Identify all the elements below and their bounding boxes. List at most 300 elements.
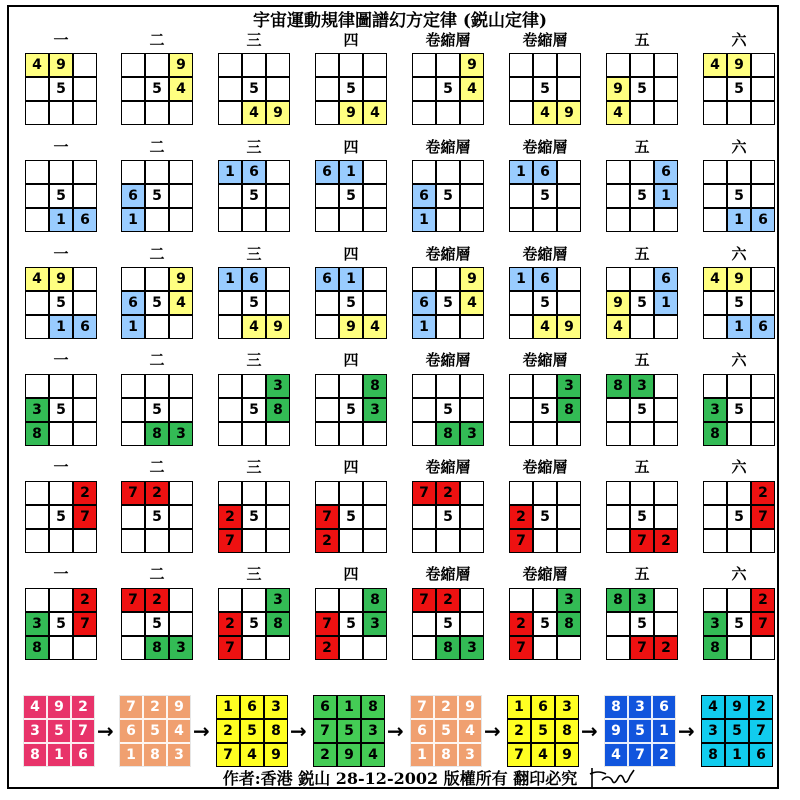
magic-square-cell: 2	[313, 743, 337, 767]
grid-cell: 7	[73, 612, 97, 636]
magic-square-cell: 2	[216, 719, 240, 743]
grid-cell	[509, 315, 533, 339]
grid-cell	[218, 374, 242, 398]
grid-cell: 6	[242, 267, 266, 291]
column-label: 五	[634, 565, 650, 583]
grid-cell	[703, 315, 727, 339]
magic-square-cell: 9	[337, 743, 361, 767]
grid-cell	[703, 184, 727, 208]
grid-cell	[533, 588, 557, 612]
magic-square-cell: 9	[725, 695, 749, 719]
grid-cell	[509, 77, 533, 101]
grid-cell	[315, 77, 339, 101]
partial-magic-square	[606, 481, 678, 553]
partial-magic-square	[25, 481, 97, 553]
grid-cell: 7	[218, 529, 242, 553]
grid-cell	[121, 160, 145, 184]
grid-cell	[654, 77, 678, 101]
magic-square-cell: 9	[458, 695, 482, 719]
magic-square-cell: 9	[604, 719, 628, 743]
grid-cell: 5	[145, 77, 169, 101]
grid-cell: 8	[266, 398, 290, 422]
column-label: 卷縮層	[522, 458, 568, 476]
grid-cell	[751, 529, 775, 553]
grid-cell: 3	[703, 612, 727, 636]
partial-magic-square	[606, 588, 678, 660]
partial-magic-square	[121, 160, 193, 232]
grid-cell	[606, 267, 630, 291]
grid-cell	[25, 481, 49, 505]
grid-cell	[49, 529, 73, 553]
grid-cell	[509, 374, 533, 398]
magic-square-cell: 1	[652, 719, 676, 743]
grid-cell	[557, 208, 581, 232]
grid-cell	[557, 481, 581, 505]
grid-cell: 9	[339, 315, 363, 339]
grid-cell: 1	[339, 267, 363, 291]
grid-cell: 5	[49, 612, 73, 636]
grid-cell	[218, 77, 242, 101]
grid-cell	[218, 101, 242, 125]
grid-cell	[460, 398, 484, 422]
magic-square-cell: 5	[628, 719, 652, 743]
grid-cell: 8	[145, 636, 169, 660]
column-label: 一	[53, 31, 69, 49]
grid-cell	[49, 481, 73, 505]
magic-square-cell: 5	[531, 719, 555, 743]
grid-cell	[606, 612, 630, 636]
column-label: 卷縮層	[522, 245, 568, 263]
grid-cell	[218, 481, 242, 505]
grid-cell	[169, 612, 193, 636]
grid-cell	[242, 422, 266, 446]
grid-cell: 6	[654, 160, 678, 184]
grid-cell	[145, 160, 169, 184]
grid-cell: 9	[460, 53, 484, 77]
magic-square-cell: 6	[410, 719, 434, 743]
partial-magic-square	[703, 53, 775, 125]
grid-cell: 8	[25, 422, 49, 446]
grid-cell: 9	[606, 77, 630, 101]
grid-cell: 5	[727, 398, 751, 422]
column-label: 四	[343, 351, 359, 369]
grid-cell	[533, 208, 557, 232]
grid-cell	[315, 291, 339, 315]
grid-cell: 7	[412, 588, 436, 612]
grid-cell: 9	[460, 267, 484, 291]
grid-cell	[557, 529, 581, 553]
grid-cell	[654, 422, 678, 446]
column-label: 五	[634, 351, 650, 369]
column-label: 二	[149, 458, 165, 476]
grid-cell: 5	[630, 184, 654, 208]
grid-cell: 3	[169, 422, 193, 446]
grid-cell	[436, 160, 460, 184]
grid-cell	[654, 315, 678, 339]
grid-cell: 5	[145, 612, 169, 636]
grid-cell	[145, 208, 169, 232]
grid-cell: 5	[242, 505, 266, 529]
grid-cell	[412, 160, 436, 184]
grid-cell	[654, 208, 678, 232]
grid-cell	[533, 53, 557, 77]
grid-cell: 5	[145, 398, 169, 422]
author-signature	[588, 764, 638, 790]
grid-cell: 5	[339, 612, 363, 636]
grid-cell	[654, 398, 678, 422]
grid-cell	[121, 77, 145, 101]
grid-cell	[751, 636, 775, 660]
grid-cell: 3	[363, 612, 387, 636]
grid-cell	[339, 374, 363, 398]
grid-cell	[218, 291, 242, 315]
partial-magic-square	[218, 267, 290, 339]
grid-cell	[73, 529, 97, 553]
column-label: 卷縮層	[522, 138, 568, 156]
column-label: 卷縮層	[425, 458, 471, 476]
grid-cell: 2	[509, 505, 533, 529]
grid-cell: 4	[25, 53, 49, 77]
partial-magic-square	[121, 588, 193, 660]
magic-square-cell: 8	[604, 695, 628, 719]
flow-arrow-icon: →	[193, 719, 210, 743]
grid-cell: 2	[509, 612, 533, 636]
grid-cell	[121, 53, 145, 77]
magic-square-cell: 1	[725, 743, 749, 767]
grid-cell: 7	[73, 505, 97, 529]
grid-cell: 5	[436, 291, 460, 315]
grid-cell	[145, 374, 169, 398]
grid-cell	[412, 53, 436, 77]
grid-cell	[630, 101, 654, 125]
grid-cell	[436, 315, 460, 339]
magic-square	[119, 695, 191, 767]
grid-cell: 5	[49, 184, 73, 208]
grid-cell: 4	[169, 291, 193, 315]
grid-cell	[169, 374, 193, 398]
grid-cell: 1	[654, 184, 678, 208]
grid-cell	[121, 636, 145, 660]
grid-cell	[363, 160, 387, 184]
partial-magic-square	[218, 588, 290, 660]
grid-cell: 6	[73, 315, 97, 339]
grid-cell: 5	[727, 77, 751, 101]
grid-cell	[751, 291, 775, 315]
magic-square-cell: 3	[264, 695, 288, 719]
grid-cell	[25, 208, 49, 232]
grid-cell	[25, 291, 49, 315]
grid-cell	[169, 588, 193, 612]
grid-cell	[73, 184, 97, 208]
grid-cell: 5	[242, 398, 266, 422]
grid-cell: 3	[630, 588, 654, 612]
grid-cell	[218, 53, 242, 77]
grid-cell: 9	[557, 315, 581, 339]
grid-cell	[727, 636, 751, 660]
grid-cell: 4	[242, 315, 266, 339]
grid-cell: 5	[630, 77, 654, 101]
grid-cell	[703, 588, 727, 612]
magic-square-cell: 5	[47, 719, 71, 743]
grid-cell	[145, 101, 169, 125]
grid-cell	[339, 636, 363, 660]
grid-cell: 4	[242, 101, 266, 125]
grid-cell: 8	[25, 636, 49, 660]
grid-cell	[703, 101, 727, 125]
flow-arrow-icon: →	[290, 719, 307, 743]
partial-magic-square	[509, 588, 581, 660]
column-label: 六	[731, 565, 747, 583]
grid-cell	[557, 77, 581, 101]
grid-cell	[266, 208, 290, 232]
column-label: 二	[149, 565, 165, 583]
grid-cell	[654, 53, 678, 77]
grid-cell	[25, 184, 49, 208]
grid-cell: 3	[25, 612, 49, 636]
magic-square-cell: 7	[216, 743, 240, 767]
partial-magic-square	[703, 374, 775, 446]
grid-cell	[25, 374, 49, 398]
grid-cell	[509, 184, 533, 208]
grid-cell: 1	[121, 208, 145, 232]
grid-cell	[25, 529, 49, 553]
grid-cell	[315, 315, 339, 339]
magic-square	[701, 695, 773, 767]
grid-cell	[145, 53, 169, 77]
magic-square-cell: 2	[71, 695, 95, 719]
column-label: 卷縮層	[522, 31, 568, 49]
partial-magic-square	[218, 374, 290, 446]
grid-cell: 2	[315, 529, 339, 553]
grid-cell	[266, 529, 290, 553]
grid-cell	[533, 636, 557, 660]
grid-cell	[49, 588, 73, 612]
grid-cell: 6	[751, 208, 775, 232]
grid-cell: 6	[533, 160, 557, 184]
grid-cell	[73, 53, 97, 77]
magic-square-cell: 7	[119, 695, 143, 719]
grid-cell	[533, 422, 557, 446]
grid-cell	[73, 291, 97, 315]
grid-cell	[751, 53, 775, 77]
grid-cell: 1	[218, 160, 242, 184]
grid-cell	[363, 184, 387, 208]
grid-cell: 7	[121, 481, 145, 505]
grid-cell	[339, 588, 363, 612]
grid-cell	[727, 529, 751, 553]
grid-cell	[509, 101, 533, 125]
column-label: 一	[53, 458, 69, 476]
grid-cell	[315, 588, 339, 612]
grid-cell: 6	[121, 184, 145, 208]
grid-cell: 7	[509, 529, 533, 553]
column-label: 三	[246, 458, 262, 476]
magic-square-cell: 5	[725, 719, 749, 743]
grid-cell: 9	[169, 267, 193, 291]
magic-square-cell: 5	[143, 719, 167, 743]
column-label: 二	[149, 245, 165, 263]
grid-cell	[727, 481, 751, 505]
grid-cell	[121, 398, 145, 422]
grid-cell	[654, 612, 678, 636]
partial-magic-square	[315, 53, 387, 125]
magic-square-cell: 9	[555, 743, 579, 767]
magic-square-cell: 6	[119, 719, 143, 743]
grid-cell: 5	[49, 291, 73, 315]
grid-cell	[727, 374, 751, 398]
grid-cell	[606, 505, 630, 529]
grid-cell	[727, 101, 751, 125]
magic-square-cell: 7	[749, 719, 773, 743]
grid-cell	[606, 53, 630, 77]
grid-cell	[169, 529, 193, 553]
grid-cell	[218, 422, 242, 446]
grid-cell: 4	[606, 315, 630, 339]
grid-cell	[751, 101, 775, 125]
grid-cell: 3	[25, 398, 49, 422]
grid-cell	[557, 184, 581, 208]
grid-cell: 7	[630, 529, 654, 553]
diagram-title: 宇宙運動規律圖譜幻方定律 (鋭山定律)	[252, 11, 547, 31]
magic-square-cell: 4	[604, 743, 628, 767]
grid-cell	[73, 422, 97, 446]
magic-square-cell: 9	[167, 695, 191, 719]
partial-magic-square	[25, 160, 97, 232]
grid-cell: 3	[266, 374, 290, 398]
partial-magic-square	[315, 374, 387, 446]
grid-cell: 8	[606, 374, 630, 398]
grid-cell	[121, 612, 145, 636]
grid-cell	[630, 53, 654, 77]
grid-cell	[654, 374, 678, 398]
grid-cell	[412, 398, 436, 422]
grid-cell: 5	[533, 612, 557, 636]
grid-cell	[533, 529, 557, 553]
grid-cell	[557, 53, 581, 77]
grid-cell	[25, 77, 49, 101]
grid-cell	[121, 101, 145, 125]
magic-square-cell: 2	[143, 695, 167, 719]
flow-arrow-icon: →	[484, 719, 501, 743]
grid-cell: 5	[630, 398, 654, 422]
grid-cell: 7	[412, 481, 436, 505]
grid-cell: 4	[169, 77, 193, 101]
grid-cell	[25, 160, 49, 184]
grid-cell: 5	[49, 398, 73, 422]
grid-cell	[25, 101, 49, 125]
magic-square-cell: 3	[701, 719, 725, 743]
partial-magic-square	[412, 374, 484, 446]
grid-cell	[412, 77, 436, 101]
grid-cell	[339, 53, 363, 77]
column-label: 五	[634, 138, 650, 156]
grid-cell: 3	[460, 636, 484, 660]
grid-cell: 9	[266, 101, 290, 125]
column-label: 卷縮層	[522, 565, 568, 583]
magic-square-cell: 4	[23, 695, 47, 719]
grid-cell	[654, 505, 678, 529]
grid-cell	[73, 77, 97, 101]
grid-cell	[363, 481, 387, 505]
flow-arrow-icon: →	[387, 719, 404, 743]
grid-cell: 1	[49, 315, 73, 339]
column-label: 卷縮層	[425, 565, 471, 583]
grid-cell	[703, 529, 727, 553]
partial-magic-square	[25, 374, 97, 446]
column-label: 五	[634, 31, 650, 49]
column-label: 五	[634, 245, 650, 263]
magic-square-cell: 7	[507, 743, 531, 767]
grid-cell	[242, 208, 266, 232]
grid-cell	[339, 529, 363, 553]
partial-magic-square	[412, 481, 484, 553]
column-label: 六	[731, 351, 747, 369]
column-label: 一	[53, 351, 69, 369]
grid-cell	[363, 77, 387, 101]
grid-cell: 5	[242, 612, 266, 636]
grid-cell: 5	[533, 398, 557, 422]
magic-square-cell: 8	[143, 743, 167, 767]
column-label: 六	[731, 245, 747, 263]
grid-cell	[73, 636, 97, 660]
partial-magic-square	[315, 267, 387, 339]
column-label: 卷縮層	[425, 245, 471, 263]
grid-cell: 2	[654, 529, 678, 553]
column-label: 四	[343, 565, 359, 583]
grid-cell	[460, 184, 484, 208]
grid-cell	[242, 588, 266, 612]
grid-cell: 2	[218, 612, 242, 636]
grid-cell: 1	[218, 267, 242, 291]
grid-cell	[169, 505, 193, 529]
grid-cell	[412, 374, 436, 398]
magic-square-cell: 7	[410, 695, 434, 719]
grid-cell	[266, 77, 290, 101]
magic-square-cell: 3	[23, 719, 47, 743]
magic-square-cell: 7	[628, 743, 652, 767]
grid-cell: 9	[606, 291, 630, 315]
magic-square	[507, 695, 579, 767]
column-label: 卷縮層	[522, 351, 568, 369]
magic-square-cell: 2	[749, 695, 773, 719]
grid-cell: 7	[630, 636, 654, 660]
grid-cell: 5	[339, 291, 363, 315]
column-label: 三	[246, 138, 262, 156]
partial-magic-square	[412, 53, 484, 125]
partial-magic-square	[703, 267, 775, 339]
column-label: 三	[246, 31, 262, 49]
grid-cell	[339, 422, 363, 446]
grid-cell	[533, 481, 557, 505]
magic-square-cell: 1	[337, 695, 361, 719]
grid-cell: 7	[509, 636, 533, 660]
grid-cell	[436, 529, 460, 553]
grid-cell: 8	[436, 636, 460, 660]
grid-cell	[412, 529, 436, 553]
magic-square-cell: 1	[216, 695, 240, 719]
grid-cell	[630, 422, 654, 446]
grid-cell: 5	[242, 291, 266, 315]
grid-cell	[606, 208, 630, 232]
grid-cell: 3	[557, 588, 581, 612]
column-label: 四	[343, 245, 359, 263]
magic-square-cell: 4	[701, 695, 725, 719]
grid-cell: 6	[73, 208, 97, 232]
grid-cell	[533, 374, 557, 398]
grid-cell	[557, 267, 581, 291]
grid-cell: 8	[703, 636, 727, 660]
grid-cell	[218, 398, 242, 422]
